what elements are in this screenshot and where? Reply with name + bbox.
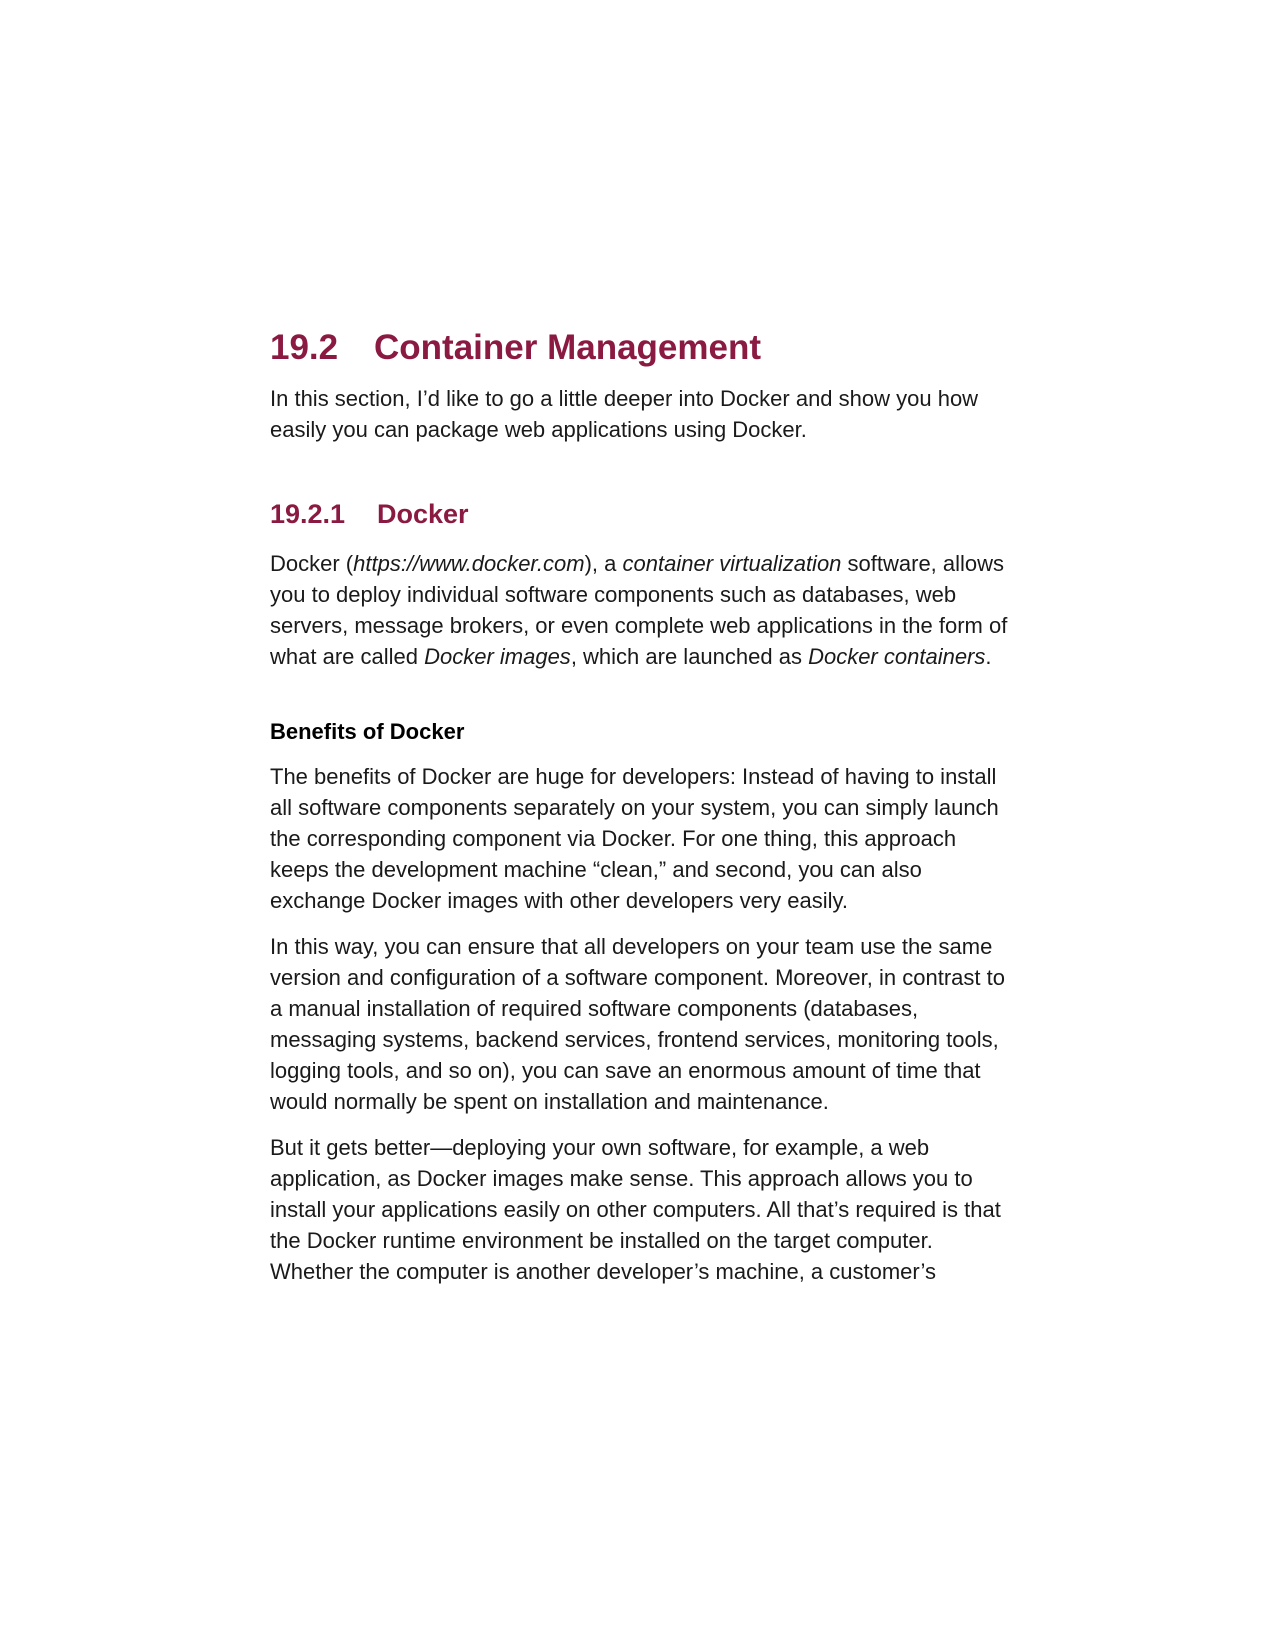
term-docker-containers: Docker containers	[808, 644, 986, 669]
para-text: software, allows you to deploy individual software components such as databases, web servers, message brokers, or even complete web applications in the form of what are called	[270, 551, 1008, 669]
section-title: Container Management	[374, 328, 761, 367]
section-intro: In this section, I’d like to go a little deeper into Docker and show you how easily you can package web applications using Docker.	[270, 386, 979, 442]
para-text: Docker (	[270, 551, 354, 576]
section-number: 19.2	[270, 328, 339, 367]
para-text: ), a	[584, 551, 623, 576]
subsection-heading	[270, 497, 1015, 531]
para-text: , which are launched as	[570, 644, 809, 669]
subsection-number: 19.2.1	[270, 499, 346, 529]
page-content	[270, 327, 1015, 1287]
benefits-paragraph-3: But it gets better—deploying your own software, for example, a web application, as Docker images make sense. This approach allows you to install your applications easily on other computers. All that’s required is that the Docker runtime environment be installed on the target computer. Whether the computer is another developer’s machine, a customer’s	[270, 1135, 1001, 1284]
section-heading	[270, 327, 1015, 369]
benefits-heading: Benefits of Docker	[270, 719, 465, 744]
docker-definition-paragraph	[270, 548, 1015, 672]
term-docker-images: Docker images	[424, 644, 571, 669]
docker-url: https://www.docker.com	[353, 551, 585, 576]
term-container-virtualization: container virtualization	[622, 551, 842, 576]
benefits-paragraph-2: In this way, you can ensure that all developers on your team use the same version and configuration of a software component. Moreover, in contrast to a manual installation of required software components (databases, messaging systems, backend services, frontend services, monitoring tools, logging tools, and so on), you can save an enormous amount of time that would normally be spent on installation and maintenance.	[270, 934, 1005, 1114]
benefits-paragraph-1: The benefits of Docker are huge for developers: Instead of having to install all software components separately on your system, you can simply launch the corresponding component via Docker. For one thing, this approach keeps the development machine “clean,” and second, you can also exchange Docker images with other developers very easily.	[270, 764, 999, 913]
subsection-title: Docker	[377, 499, 469, 529]
para-text: .	[985, 644, 992, 669]
